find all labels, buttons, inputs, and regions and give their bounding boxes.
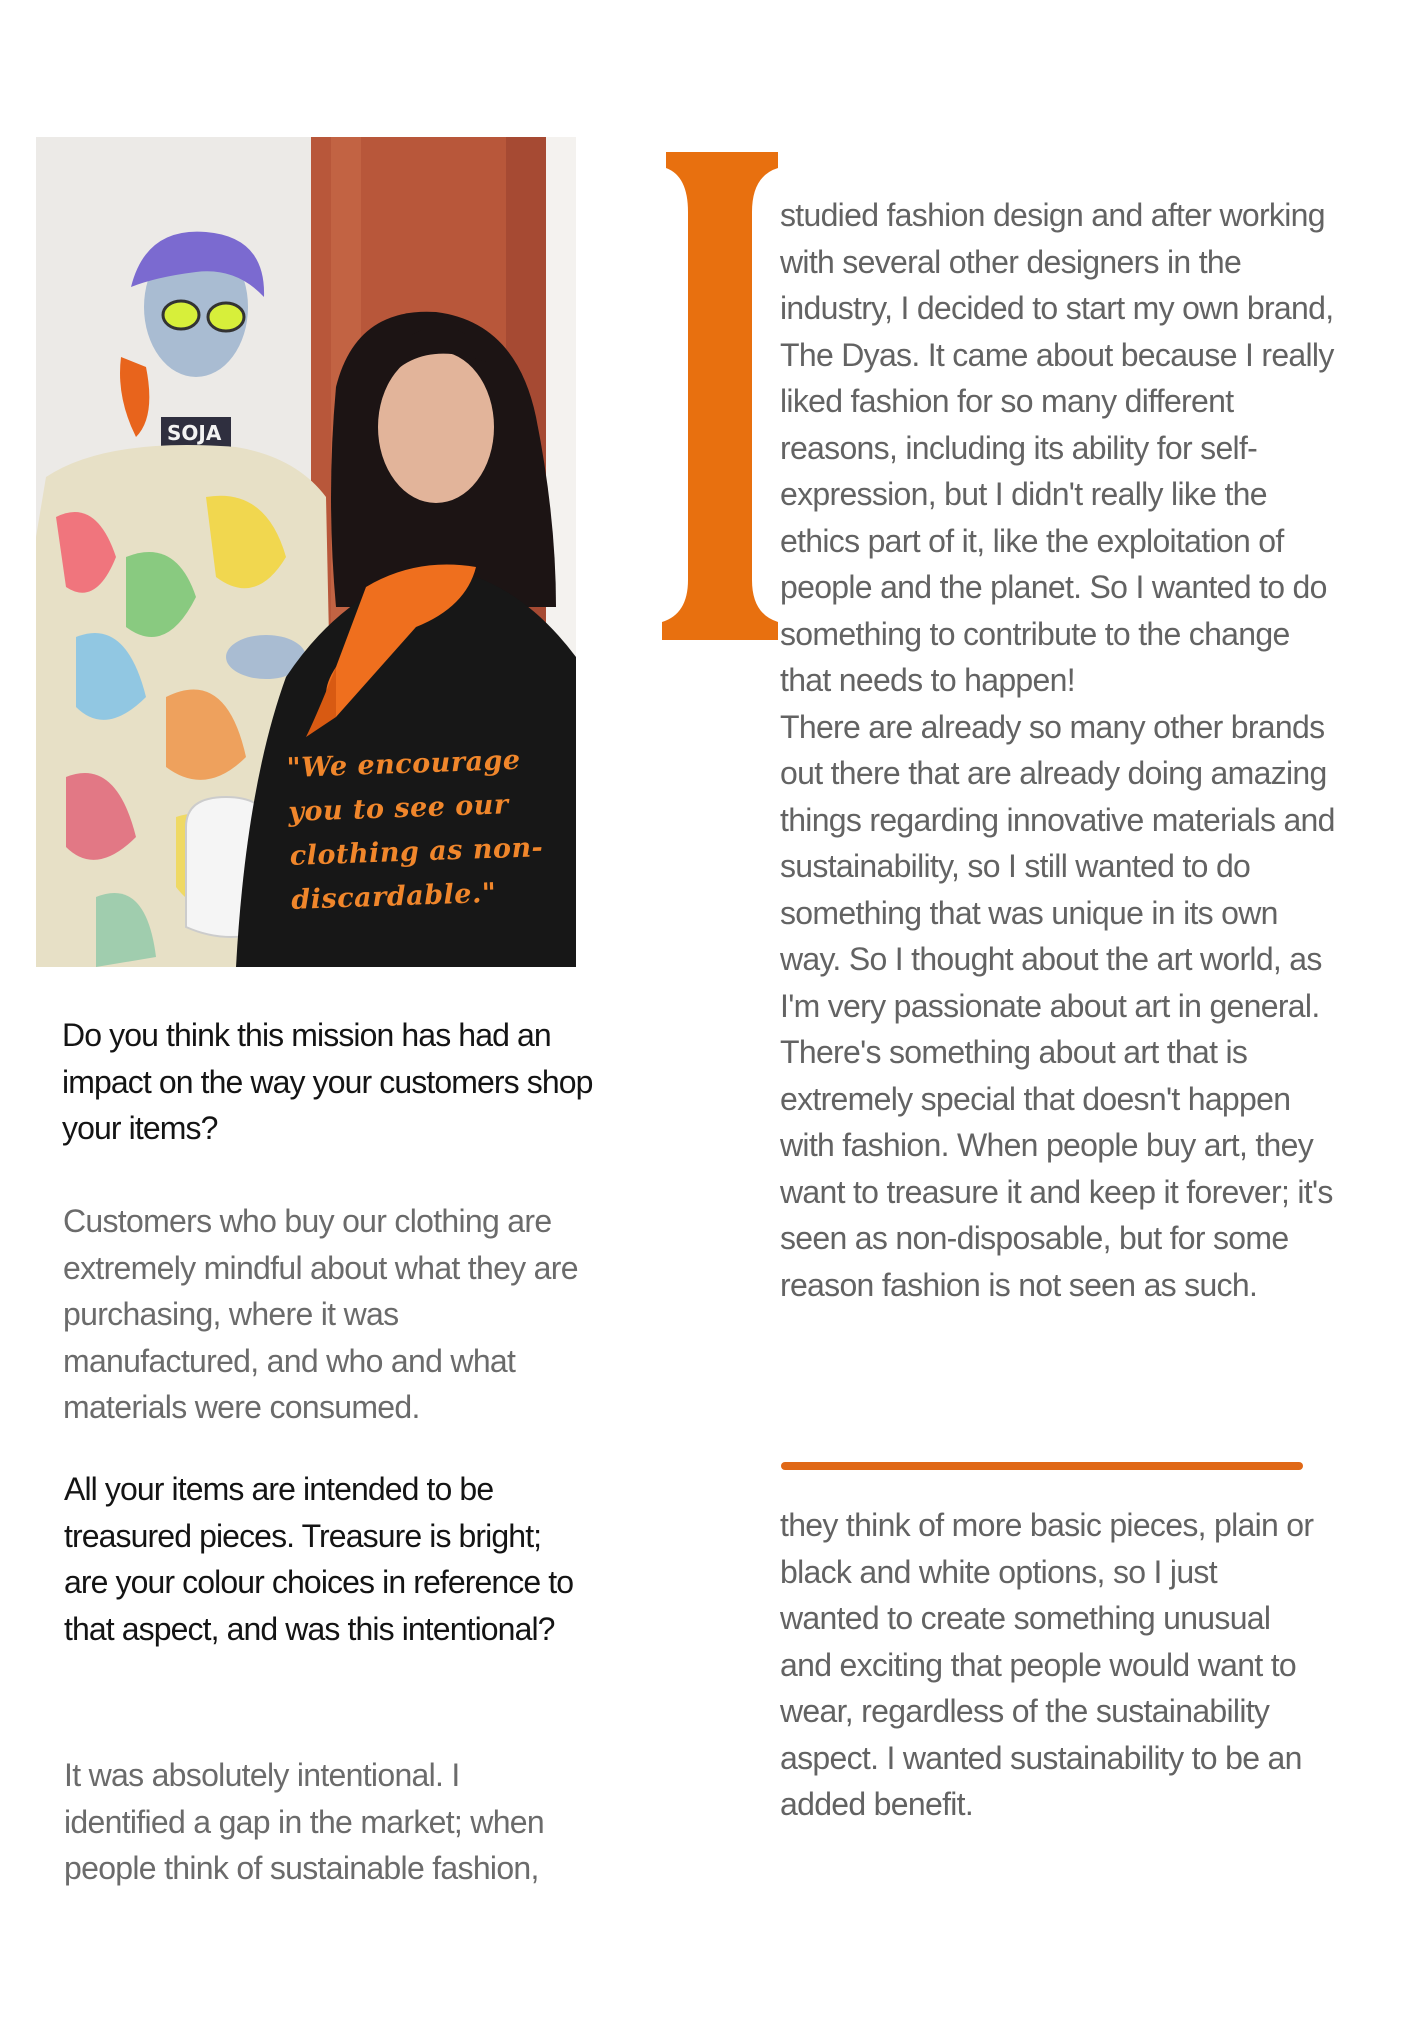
drop-cap-letter <box>660 152 780 640</box>
interview-answer-1: Customers who buy our clothing are extremely mindful about what they are purchasing, where it was manufactured, and who and what materials were consumed. <box>63 1203 578 1425</box>
feature-continued: they think of more basic pieces, plain or black and white options, so I just wanted to create something unusual and exciting that people would want to wear, regardless of the sustainability aspect. I wanted sustainability to be an added benefit. <box>780 1507 1314 1822</box>
interview-question-1: Do you think this mission has had an impact on the way your customers shop your items? <box>62 1017 593 1146</box>
feature-body <box>780 192 1340 1308</box>
pull-quote: "We encourage you to see our clothing as non-discardable." <box>286 744 544 916</box>
designer-photo <box>36 137 576 967</box>
section-divider <box>781 1462 1303 1470</box>
feature-paragraph-2: There are already so many other brands out there that are already doing amazing things regarding innovative materials and sustainability, so I still wanted to do something that was unique in its own way. So I thought about the art world, as I'm very passionate about art in general. There's something about art that is extremely special that doesn't happen with fashion. When people buy art, they want to treasure it and keep it forever; it's seen as non-disposable, but for some reason fashion is not seen as such. <box>780 708 1335 1303</box>
interview-question-2: All your items are intended to be treasured pieces. Treasure is bright; are your colour choices in reference to that aspect, and was this intentional? <box>64 1471 574 1647</box>
feature-paragraph-1: studied fashion design and after working with several other designers in the industry, I decided to start my own brand, The Dyas. It came about because I really liked fashion for so many different reasons, including its ability for self-expression, but I didn't really like the ethics part of it, like the exploitation of people and the planet. So I wanted to do something to contribute to the change that needs to happen! <box>780 197 1334 698</box>
mannequin-tag: SOJA <box>167 421 222 445</box>
drop-cap-shape <box>660 152 780 640</box>
interview-answer-2: It was absolutely intentional. I identified a gap in the market; when people think of sustainable fashion, <box>64 1757 545 1886</box>
